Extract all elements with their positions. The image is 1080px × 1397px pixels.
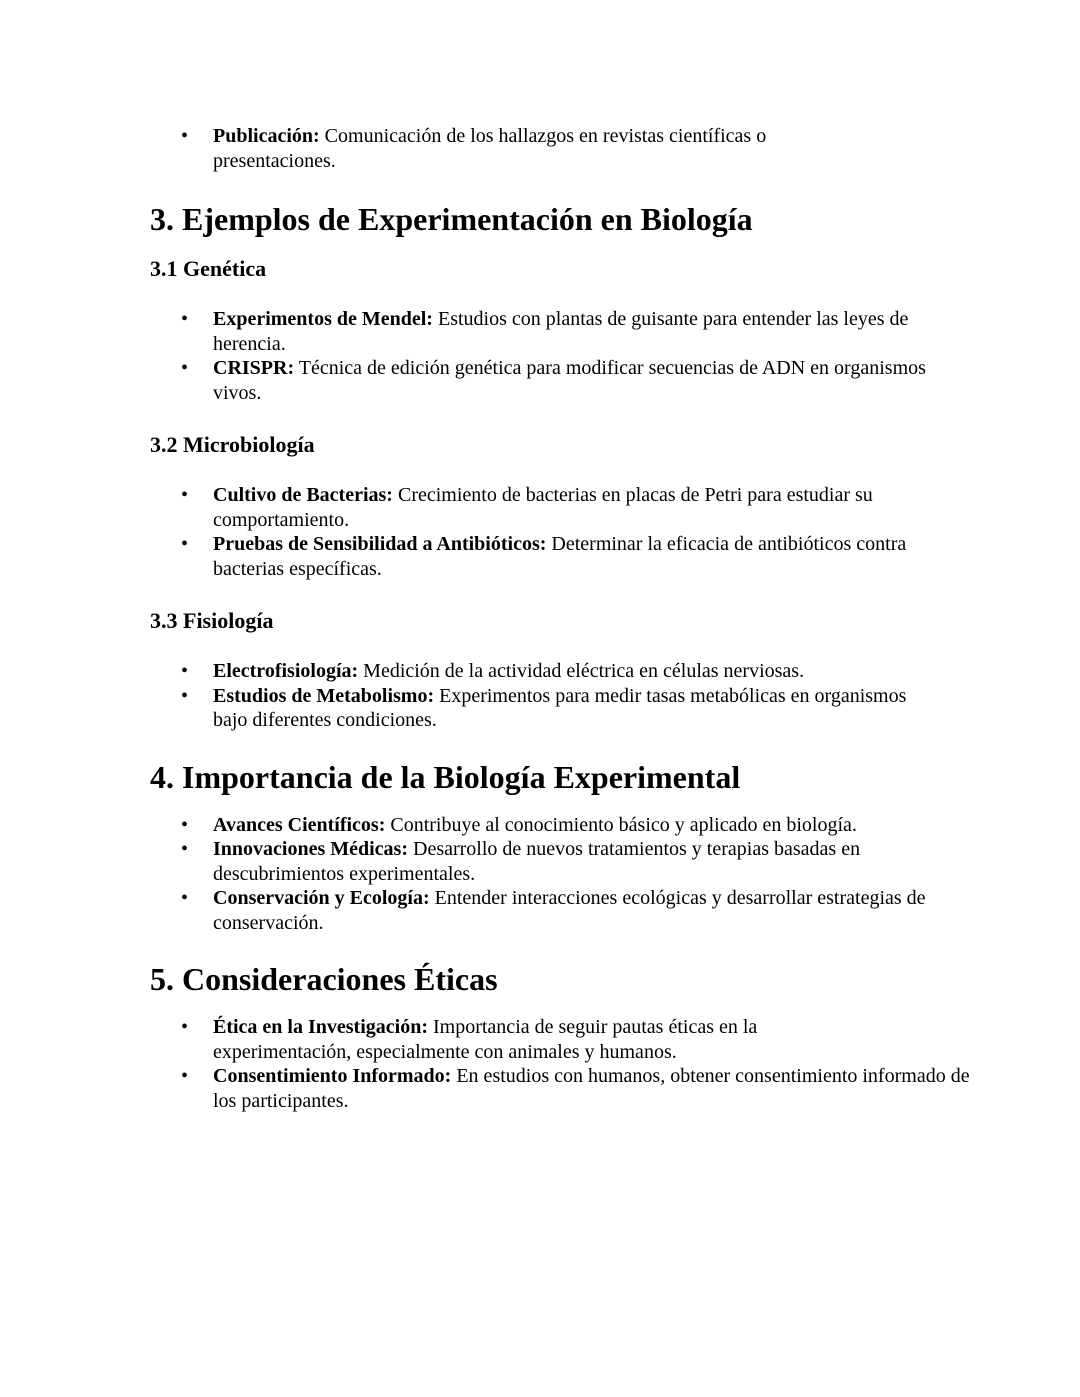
item-term: Estudios de Metabolismo: — [213, 684, 435, 707]
item-text: Importancia de seguir pautas éticas en la experimentación, especialmente con animales y humanos. — [213, 1016, 758, 1063]
document-page — [150, 124, 970, 1113]
bullet-icon: • — [181, 684, 189, 707]
item-term: CRISPR: — [213, 357, 295, 379]
list-item — [150, 124, 833, 173]
subsection-3-3-heading: 3.3 Fisiología — [150, 608, 274, 633]
list-item — [150, 307, 940, 356]
microbiology-list — [150, 483, 940, 581]
item-term: Publicación: — [213, 125, 320, 147]
subsection-3-2-heading: 3.2 Microbiología — [150, 432, 315, 457]
subsection-3-1-heading: 3.1 Genética — [150, 256, 267, 281]
item-text: Desarrollo de nuevos tratamientos y terapias basadas en descubrimientos experimentales. — [213, 838, 861, 885]
item-text: En estudios con humanos, obtener consentimiento informado de los participantes. — [213, 1065, 970, 1112]
item-term: Consentimiento Informado: — [213, 1065, 452, 1087]
list-item — [150, 813, 940, 838]
importance-list — [150, 813, 940, 936]
item-term: Innovaciones Médicas: — [213, 838, 408, 860]
section-3-heading: 3. Ejemplos de Experimentación en Biología — [150, 201, 753, 237]
item-term: Cultivo de Bacterias: — [213, 484, 393, 506]
item-text: Entender interacciones ecológicas y desarrollar estrategias de conservación. — [213, 887, 926, 934]
list-item — [150, 483, 940, 532]
item-text: Comunicación de los hallazgos en revistas científicas o presentaciones. — [213, 125, 767, 172]
list-item — [150, 684, 933, 733]
item-term: Avances Científicos: — [213, 813, 386, 836]
bullet-icon: • — [181, 484, 189, 506]
bullet-icon: • — [181, 813, 189, 836]
item-text: Contribuye al conocimiento básico y aplicado en biología. — [385, 813, 857, 836]
item-text: Técnica de edición genética para modificar secuencias de ADN en organismos vivos. — [213, 357, 926, 404]
intro-list — [150, 124, 940, 173]
list-item — [150, 1064, 978, 1113]
item-term: Experimentos de Mendel: — [213, 308, 433, 330]
item-text: Estudios con plantas de guisante para entender las leyes de herencia. — [213, 308, 909, 355]
section-4-heading: 4. Importancia de la Biología Experimental — [150, 758, 741, 795]
physiology-list — [150, 659, 940, 733]
bullet-icon: • — [181, 1065, 189, 1087]
bullet-icon: • — [181, 357, 189, 379]
item-term: Electrofisiología: — [213, 660, 359, 682]
item-text: Determinar la eficacia de antibióticos contra bacterias específicas. — [213, 533, 907, 580]
bullet-icon: • — [181, 308, 189, 330]
item-term: Pruebas de Sensibilidad a Antibióticos: — [213, 533, 547, 555]
bullet-icon: • — [181, 887, 189, 909]
item-text: Experimentos para medir tasas metabólicas en organismos bajo diferentes condiciones. — [213, 684, 907, 731]
bullet-icon: • — [181, 838, 189, 860]
item-text: Medición de la actividad eléctrica en células nerviosas. — [358, 660, 805, 682]
list-item — [150, 356, 940, 405]
list-item — [150, 532, 973, 581]
list-item — [150, 1015, 873, 1064]
bullet-icon: • — [181, 660, 189, 682]
bullet-icon: • — [181, 125, 189, 147]
section-5-heading: 5. Consideraciones Éticas — [150, 961, 498, 997]
ethics-list — [150, 1015, 970, 1113]
genetics-list — [150, 307, 940, 405]
list-item — [150, 837, 978, 886]
item-term: Conservación y Ecología: — [213, 887, 430, 909]
list-item — [150, 659, 940, 684]
bullet-icon: • — [181, 533, 189, 555]
item-text: Crecimiento de bacterias en placas de Petri para estudiar su comportamiento. — [213, 484, 873, 531]
item-term: Ética en la Investigación: — [213, 1016, 428, 1038]
list-item — [150, 886, 933, 935]
bullet-icon: • — [181, 1016, 189, 1038]
